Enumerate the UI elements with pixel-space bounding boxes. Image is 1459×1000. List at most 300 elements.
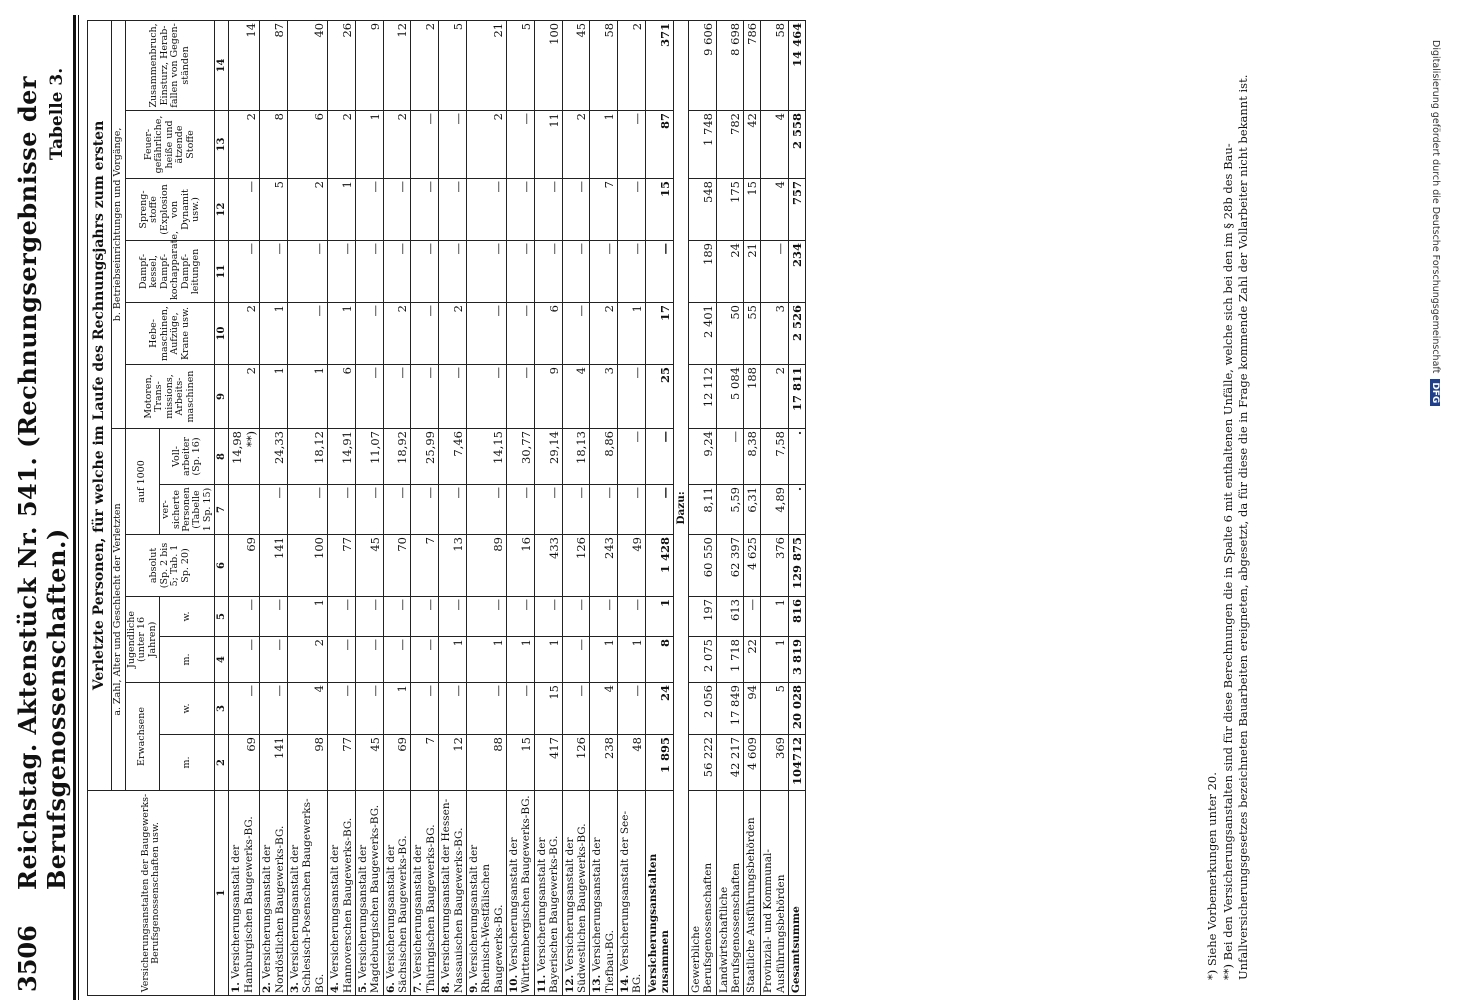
table-cell: 2 [229, 111, 260, 179]
head-name: Versicherungsanstalten der Baugewerks-Berufsgenossenschaften usw. [88, 791, 215, 996]
row-label [562, 791, 590, 996]
table-cell: — [439, 179, 467, 241]
row-number: 4. [329, 982, 342, 993]
table-row [355, 20, 383, 995]
table-cell: — [383, 597, 411, 637]
table-cell: 141 [260, 535, 288, 597]
table-cell: . [789, 429, 806, 485]
table-cell: 2 [562, 111, 590, 179]
table-cell: 129 875 [789, 535, 806, 597]
table-cell: 11,07 [355, 429, 383, 485]
table-cell: 70 [383, 535, 411, 597]
table-cell: 8 [645, 637, 673, 683]
table-cell: 94 [744, 683, 761, 735]
table-cell: 45 [355, 535, 383, 597]
table-cell: — [288, 485, 328, 535]
column-number: 3 [215, 683, 229, 735]
row-name: Versicherungsanstalt der Bayerischen Baugewerks-BG. [535, 835, 561, 993]
table-cell: — [355, 637, 383, 683]
row-label [383, 791, 411, 996]
footnote-1: *) Siehe Vorbemerkungen unter 20. [1205, 772, 1219, 980]
head-motoren: Motoren, Transmissions, Arbeitsmaschinen [125, 365, 215, 429]
table-cell: 7 [411, 535, 439, 597]
table-cell: — [744, 597, 761, 637]
table-cell: — [507, 485, 535, 535]
table-cell: 87 [645, 111, 673, 179]
table-row [618, 20, 646, 995]
table-cell: 2 [288, 637, 328, 683]
table-cell: 18,12 [288, 429, 328, 485]
row-number: 8. [440, 982, 453, 993]
table-cell: — [288, 241, 328, 303]
table-cell: 9 606 [688, 20, 716, 110]
table-cell: — [355, 597, 383, 637]
table-cell: — [260, 637, 288, 683]
table-cell: — [439, 597, 467, 637]
head-main-title: Verletzte Personen, für welche im Laufe des Rechnungsjahrs zum ersten [88, 20, 112, 790]
table-cell: — [411, 597, 439, 637]
table-cell: 433 [534, 535, 562, 597]
table-cell: — [383, 365, 411, 429]
table-cell: 371 [645, 20, 673, 110]
row-number: 11. [535, 974, 548, 993]
table-cell: 14,91 [328, 429, 356, 485]
table-cell: — [411, 485, 439, 535]
row-label [590, 791, 618, 996]
table-cell: 8,38 [744, 429, 761, 485]
table-cell: 2 056 [688, 683, 716, 735]
table-cell: 8,11 [688, 485, 716, 535]
table-cell: 7,46 [439, 429, 467, 485]
table-cell: — [355, 179, 383, 241]
row-name: Landwirtschaftliche Berufsgenossenschaften [717, 862, 743, 993]
table-cell: 1 718 [716, 637, 744, 683]
table-cell: 126 [562, 535, 590, 597]
table-cell: — [411, 637, 439, 683]
head-jugendliche: Jugendliche (unter 16 Jahren) [125, 597, 159, 683]
table-cell: 175 [716, 179, 744, 241]
head-erwachsene: Erwachsene [125, 683, 159, 791]
table-row [439, 20, 467, 995]
head-spreng: Sprengstoffe (Explosion von Dynamit usw.) [125, 179, 215, 241]
table-cell: 4 [288, 683, 328, 735]
table-top-rule-thin [78, 15, 79, 1000]
table-cell: 17 811 [789, 365, 806, 429]
table-cell: — [229, 683, 260, 735]
row-name: Versicherungsanstalt der Magdeburgischen Baugewerks-BG. [356, 804, 382, 993]
table-cell: — [439, 241, 467, 303]
table-cell: 9 [534, 365, 562, 429]
row-name: Versicherungsanstalt der See-BG. [619, 810, 644, 993]
row-label [466, 791, 506, 996]
table-cell: — [328, 637, 356, 683]
row-number: 12. [563, 974, 576, 993]
digitization-text: Digitalisierung gefördert durch die Deutsche Forschungsgemeinschaft [1430, 40, 1441, 374]
table-cell: 1 [288, 365, 328, 429]
table-cell: — [645, 429, 673, 485]
table-cell: — [328, 597, 356, 637]
table-cell: 16 [507, 535, 535, 597]
table-cell: — [534, 241, 562, 303]
head-auf1000: auf 1000 [125, 429, 159, 535]
table-cell: 15 [534, 683, 562, 735]
table-cell: 3 819 [789, 637, 806, 683]
table-cell: 189 [688, 241, 716, 303]
row-name: Versicherungsanstalt der Hessen-Nassauischen Baugewerks-BG. [440, 798, 465, 993]
table-cell: — [355, 683, 383, 735]
table-cell: 104712 [789, 735, 806, 791]
table-cell: 1 [260, 365, 288, 429]
table-cell: — [618, 179, 646, 241]
table-cell: 88 [466, 735, 506, 791]
extra-row [744, 20, 761, 995]
table-cell: 24 [716, 241, 744, 303]
table-cell: — [466, 241, 506, 303]
table-cell: 7 [411, 735, 439, 791]
table-cell: 7,58 [761, 429, 789, 485]
table-cell: 58 [590, 20, 618, 110]
table-cell: — [618, 683, 646, 735]
table-cell: 1 [590, 111, 618, 179]
table-cell: — [411, 241, 439, 303]
table-cell: — [411, 179, 439, 241]
table-cell: — [590, 485, 618, 535]
table-cell: — [260, 241, 288, 303]
table-cell: 2 [590, 303, 618, 365]
footnote-2: **) Bei den Versicherungsanstalten sind für diese Berechnungen die in Spalte 6 mit enthaltenen Unfälle, welche sich bei den im § 28b des Bau-Unfallversicherungsgesetzes bezeichneten Bauarbeiten ereigneten, abgesetzt, da für diese die in Frage kommende Zahl der Vollarbeiter nicht bekannt ist. [1220, 74, 1251, 980]
table-cell: 376 [761, 535, 789, 597]
table-cell: — [466, 303, 506, 365]
row-label [761, 791, 789, 996]
table-cell: — [466, 597, 506, 637]
table-cell: 50 [716, 303, 744, 365]
dazu-row [673, 20, 688, 995]
table-cell: — [618, 365, 646, 429]
table-row [288, 20, 328, 995]
row-name: Versicherungsanstalt der Südwestlichen Baugewerks-BG. [563, 823, 588, 993]
row-label [507, 791, 535, 996]
footnotes [1205, 30, 1252, 980]
table-cell: 4 [761, 111, 789, 179]
table-cell: 1 [618, 303, 646, 365]
table-cell: — [645, 241, 673, 303]
table-cell: — [355, 303, 383, 365]
table-cell: 1 [534, 637, 562, 683]
table-row [328, 20, 356, 995]
table-cell: . [789, 485, 806, 535]
table-cell: 69 [383, 735, 411, 791]
table-cell: 62 397 [716, 535, 744, 597]
table-cell: 2 558 [789, 111, 806, 179]
row-number: 10. [508, 974, 521, 993]
row-name: Versicherungsanstalt der Rheinisch-Westfälischen Baugewerks-BG. [467, 844, 505, 993]
table-cell: 21 [466, 20, 506, 110]
table-cell: 1 [260, 303, 288, 365]
table-cell: 42 [744, 111, 761, 179]
table-cell: 126 [562, 735, 590, 791]
table-cell: 1 [590, 637, 618, 683]
head-feuer: Feuergefährliche, heiße und ätzende Stoffe [125, 111, 215, 179]
table-cell: 100 [534, 20, 562, 110]
table-cell: 8 [260, 111, 288, 179]
table-cell: — [507, 179, 535, 241]
row-name: Versicherungsanstalt der Schlesisch-Posenschen Baugewerks-BG. [289, 798, 326, 993]
table-cell: 56 222 [688, 735, 716, 791]
table-cell: — [562, 241, 590, 303]
table-cell: 2 526 [789, 303, 806, 365]
table-cell: 12 112 [688, 365, 716, 429]
table-cell: — [466, 365, 506, 429]
table-cell: 1 [507, 637, 535, 683]
table-cell: 22 [744, 637, 761, 683]
table-cell: — [618, 485, 646, 535]
row-label [645, 791, 673, 996]
table-cell: 4 625 [744, 535, 761, 597]
table-cell: 2 [229, 365, 260, 429]
row-number: 2. [261, 982, 274, 993]
statistics-table [87, 20, 806, 996]
table-cell: 45 [562, 20, 590, 110]
table-cell: 69 [229, 735, 260, 791]
table-cell: 15 [645, 179, 673, 241]
table-cell: 15 [744, 179, 761, 241]
table-cell: 98 [288, 735, 328, 791]
table-cell: 30,77 [507, 429, 535, 485]
column-number: 14 [215, 20, 229, 110]
total-row [789, 20, 806, 995]
table-cell: 5 084 [716, 365, 744, 429]
table-cell: — [507, 111, 535, 179]
row-number: 3. [289, 982, 302, 993]
table-cell: 14 464 [789, 20, 806, 110]
table-cell: — [534, 179, 562, 241]
table-cell: 1 [439, 637, 467, 683]
head-group-a: a. Zahl, Alter und Geschlecht der Verletzten [112, 429, 125, 791]
table-cell: — [355, 365, 383, 429]
table-cell: 15 [507, 735, 535, 791]
table-cell: 12 [439, 735, 467, 791]
table-cell: 14,15 [466, 429, 506, 485]
table-cell: 17 [645, 303, 673, 365]
table-cell: 5 [507, 20, 535, 110]
table-cell: 6 [288, 111, 328, 179]
page-number: 3506 [13, 925, 42, 992]
table-cell: 2 [618, 20, 646, 110]
table-cell: 4 [761, 179, 789, 241]
table-cell: 2 [288, 179, 328, 241]
table-row [562, 20, 590, 995]
table-cell: 197 [688, 597, 716, 637]
row-name: Versicherungsanstalt der Hannoverschen Baugewerks-BG. [329, 817, 354, 993]
table-cell: 21 [744, 241, 761, 303]
row-number: 6. [384, 982, 397, 993]
table-row [466, 20, 506, 995]
table-cell: 757 [789, 179, 806, 241]
head-vollarbeiter: Vollarbeiter (Sp. 16) [160, 429, 215, 485]
table-row [383, 20, 411, 995]
table-cell: 2 [761, 365, 789, 429]
column-number: 5 [215, 597, 229, 637]
table-cell: 1 [618, 637, 646, 683]
table-cell: 1 [288, 597, 328, 637]
row-number: 7. [412, 982, 425, 993]
table-cell: — [411, 303, 439, 365]
table-cell: 5 [260, 179, 288, 241]
table-cell: 25,99 [411, 429, 439, 485]
row-name: Versicherungsanstalt der Württembergischen Baugewerks-BG. [508, 795, 533, 993]
row-name: Gewerbliche Berufsgenossenschaften [689, 862, 715, 993]
table-cell: 5,59 [716, 485, 744, 535]
table-cell: — [507, 241, 535, 303]
table-cell: — [355, 241, 383, 303]
table-cell: 4,89 [761, 485, 789, 535]
column-number: 1 [215, 791, 229, 996]
table-cell: 1 [355, 111, 383, 179]
row-label [744, 791, 761, 996]
table-cell: 4 [562, 365, 590, 429]
table-cell: 13 [439, 535, 467, 597]
table-cell: 5 [439, 20, 467, 110]
table-cell: 1 [328, 179, 356, 241]
head-hebe: Hebemaschinen, Aufzüge, Krane usw. [125, 303, 215, 365]
table-cell: 2 [411, 20, 439, 110]
rotated-document-page [5, 15, 1454, 1000]
table-cell: — [534, 597, 562, 637]
table-cell: 613 [716, 597, 744, 637]
column-number: 11 [215, 241, 229, 303]
row-label [328, 791, 356, 996]
table-cell: 69 [229, 535, 260, 597]
table-cell: 548 [688, 179, 716, 241]
row-label [789, 791, 806, 996]
row-name: Versicherungsanstalten zusammen [646, 853, 672, 993]
table-cell: 5 [761, 683, 789, 735]
subtotal-row [645, 20, 673, 995]
row-name: Staatliche Ausführungsbehörden [745, 817, 758, 993]
table-cell: — [328, 683, 356, 735]
table-cell: 49 [618, 535, 646, 597]
column-number: 4 [215, 637, 229, 683]
table-row [534, 20, 562, 995]
head-versicherte: versicherte Personen (Tabelle 1 Sp. 15) [160, 485, 215, 535]
row-label [260, 791, 288, 996]
table-cell: 18,13 [562, 429, 590, 485]
table-cell: 3 [590, 365, 618, 429]
column-number: 9 [215, 365, 229, 429]
row-label [716, 791, 744, 996]
table-row [507, 20, 535, 995]
table-cell: 2 401 [688, 303, 716, 365]
row-label [229, 791, 260, 996]
row-label [688, 791, 716, 996]
table-cell: 45 [355, 735, 383, 791]
table-number: Tabelle 3. [47, 67, 67, 160]
dfg-logo: DFG [1430, 379, 1440, 406]
column-number-row [215, 20, 229, 995]
column-number: 10 [215, 303, 229, 365]
head-group-b: b. Betriebseinrichtungen und Vorgänge, [112, 20, 125, 428]
table-cell: 243 [590, 535, 618, 597]
table-cell: 2 [229, 303, 260, 365]
extra-row [688, 20, 716, 995]
table-cell: 1 895 [645, 735, 673, 791]
table-cell: 4 609 [744, 735, 761, 791]
table-cell: 14 [229, 20, 260, 110]
table-cell: — [229, 179, 260, 241]
table-cell: 1 [645, 597, 673, 637]
table-cell: 417 [534, 735, 562, 791]
table-cell: 2 075 [688, 637, 716, 683]
row-label [411, 791, 439, 996]
table-cell: 3 [761, 303, 789, 365]
table-cell: — [439, 111, 467, 179]
table-cell: — [383, 179, 411, 241]
table-cell: — [260, 683, 288, 735]
head-w-jug: w. [160, 597, 215, 637]
table-cell: 24,33 [260, 429, 288, 485]
table-cell: 369 [761, 735, 789, 791]
column-number: 7 [215, 485, 229, 535]
column-number: 2 [215, 735, 229, 791]
table-cell: — [328, 485, 356, 535]
row-name: Gesamtsumme [790, 906, 803, 993]
table-cell: 9,24 [688, 429, 716, 485]
table-cell: 8 698 [716, 20, 744, 110]
table-cell: 60 550 [688, 535, 716, 597]
table-cell: — [328, 241, 356, 303]
table-cell: — [260, 485, 288, 535]
page-header [5, 15, 71, 1000]
table-cell: 25 [645, 365, 673, 429]
table-cell: 1 428 [645, 535, 673, 597]
table-cell: — [507, 683, 535, 735]
table-cell: — [411, 111, 439, 179]
table-cell: 6 [534, 303, 562, 365]
table-cell: — [590, 241, 618, 303]
table-cell: — [383, 241, 411, 303]
table-cell: — [590, 597, 618, 637]
table-cell: — [383, 485, 411, 535]
table-top-rule [73, 15, 76, 1000]
table-cell: 29,14 [534, 429, 562, 485]
table-cell: — [761, 241, 789, 303]
table-cell: — [507, 597, 535, 637]
table-cell: 14,98 **) [229, 429, 260, 485]
extra-row [716, 20, 744, 995]
table-cell: 40 [288, 20, 328, 110]
row-name: Versicherungsanstalt der Tiefbau-BG. [591, 837, 616, 993]
table-row [411, 20, 439, 995]
table-cell: — [562, 597, 590, 637]
table-cell: 42 217 [716, 735, 744, 791]
table-cell: 1 [466, 637, 506, 683]
head-absolut: absolut (Sp. 2 bis 5; Tab. 1 Sp. 20) [125, 535, 215, 597]
row-name: Dazu: [674, 491, 687, 525]
row-label [288, 791, 328, 996]
table-cell: — [466, 485, 506, 535]
row-name: Versicherungsanstalt der Hamburgischen Baugewerks-BG. [230, 816, 255, 993]
table-cell: — [355, 485, 383, 535]
table-cell: 1 [328, 303, 356, 365]
row-number: 1. [230, 982, 243, 993]
table-cell: 89 [466, 535, 506, 597]
table-cell: — [562, 179, 590, 241]
table-row [229, 20, 260, 995]
table-cell: 6 [328, 365, 356, 429]
table-cell: 12 [383, 20, 411, 110]
table-cell: 1 [761, 637, 789, 683]
table-cell: 6,31 [744, 485, 761, 535]
